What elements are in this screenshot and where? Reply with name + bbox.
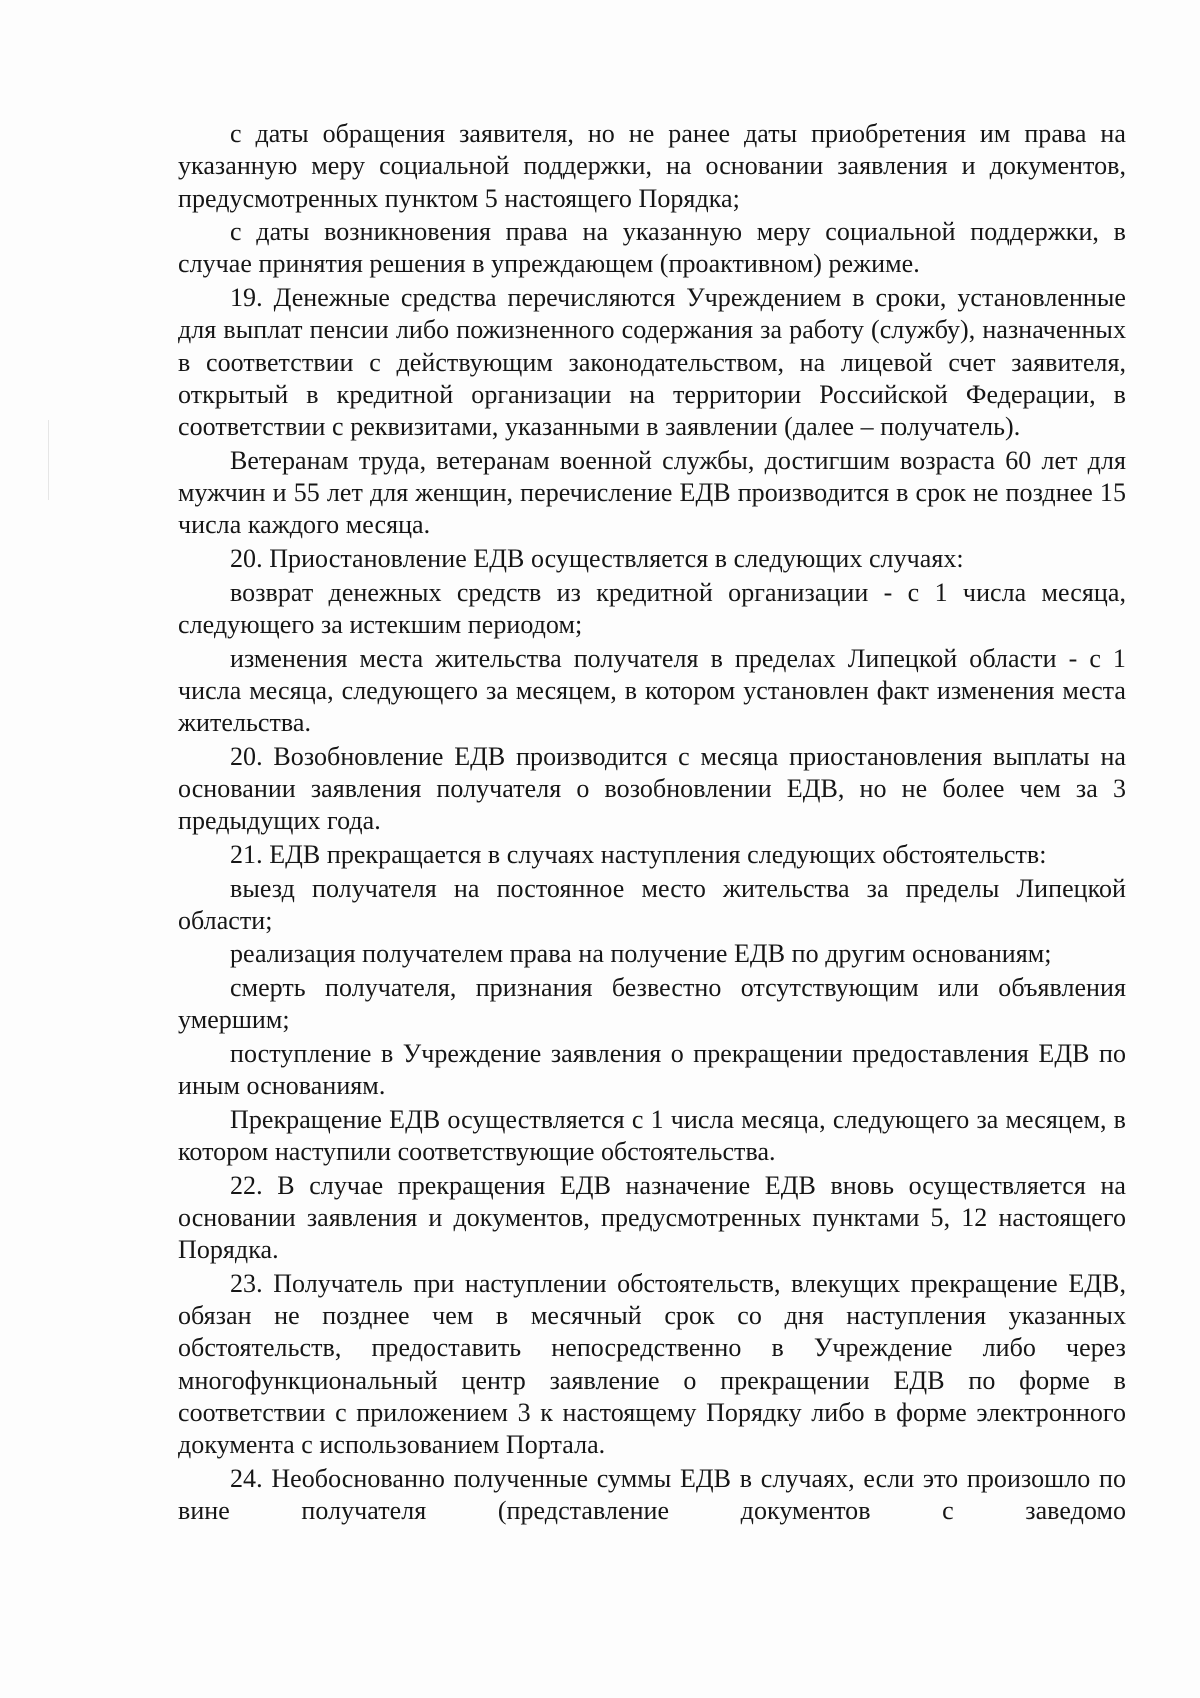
paragraph-suspension-residence-change: изменения места жительства получателя в пределах Липецкой области - с 1 числа месяца, следующего за месяцем, в котором установлен факт изменения места жительства. — [178, 643, 1126, 738]
paragraph-termination-death: смерть получателя, признания безвестно отсутствующим или объявления умершим; — [178, 972, 1126, 1035]
paragraph-date-right-arising: с даты возникновения права на указанную меру социальной поддержки, в случае принятия решения в упреждающем (проактивном) режиме. — [178, 217, 1126, 279]
paragraph-termination-application: поступление в Учреждение заявления о прекращении предоставления ЕДВ по иным основаниям. — [178, 1038, 1126, 1101]
paragraph-23-recipient-obligation: 23. Получатель при наступлении обстоятельств, влекущих прекращение ЕДВ, обязан не позднее чем в месячный срок со дня наступления указанных обстоятельств, предоставить непосредственно в Учреждение либо через многофункциональный центр заявление о прекращении ЕДВ по форме в соответствии с приложением 3 к настоящему Порядку либо в форме электронного документа с использованием Портала. — [178, 1268, 1126, 1460]
paragraph-termination-other-grounds: реализация получателем права на получение ЕДВ по другим основаниям; — [230, 939, 1052, 969]
paragraph-21-termination-heading: 21. ЕДВ прекращается в случаях наступления следующих обстоятельств: — [230, 839, 1047, 869]
paragraph-termination-date: Прекращение ЕДВ осуществляется с 1 числа месяца, следующего за месяцем, в котором наступили соответствующие обстоятельства. — [178, 1104, 1126, 1167]
paragraph-19-transfer: 19. Денежные средства перечисляются Учреждением в сроки, установленные для выплат пенсии либо пожизненного содержания за работу (службу), назначенных в соответствии с действующим законодательством, на лицевой счет заявителя, открытый в кредитной организации на территории Российской Федерации, в соответствии с реквизитами, указанными в заявлении (далее – получатель). — [178, 283, 1126, 442]
paragraph-termination-departure: выезд получателя на постоянное место жительства за пределы Липецкой области; — [178, 873, 1126, 935]
paragraph-24-overpayment: 24. Необоснованно полученные суммы ЕДВ в случаях, если это произошло по вине получателя (представление документов с заведомо — [178, 1463, 1126, 1526]
scan-artifact — [48, 420, 49, 500]
paragraph-date-application: с даты обращения заявителя, но не ранее даты приобретения им права на указанную меру социальной поддержки, на основании заявления и документов, предусмотренных пунктом 5 настоящего Порядка; — [178, 119, 1126, 213]
paragraph-20-suspension-heading: 20. Приостановление ЕДВ осуществляется в следующих случаях: — [230, 544, 964, 574]
paragraph-veterans-transfer-deadline: Ветеранам труда, ветеранам военной службы, достигшим возраста 60 лет для мужчин и 55 лет для женщин, перечисление ЕДВ производится в срок не позднее 15 числа каждого месяца. — [178, 445, 1126, 540]
paragraph-suspension-funds-return: возврат денежных средств из кредитной организации - с 1 числа месяца, следующего за истекшим периодом; — [178, 577, 1126, 639]
paragraph-22-reassignment: 22. В случае прекращения ЕДВ назначение ЕДВ вновь осуществляется на основании заявления и документов, предусмотренных пунктами 5, 12 настоящего Порядка. — [178, 1170, 1126, 1265]
paragraph-20-resumption: 20. Возобновление ЕДВ производится с месяца приостановления выплаты на основании заявления получателя о возобновлении ЕДВ, но не более чем за 3 предыдущих года. — [178, 741, 1126, 836]
document-body — [178, 118, 1126, 1529]
